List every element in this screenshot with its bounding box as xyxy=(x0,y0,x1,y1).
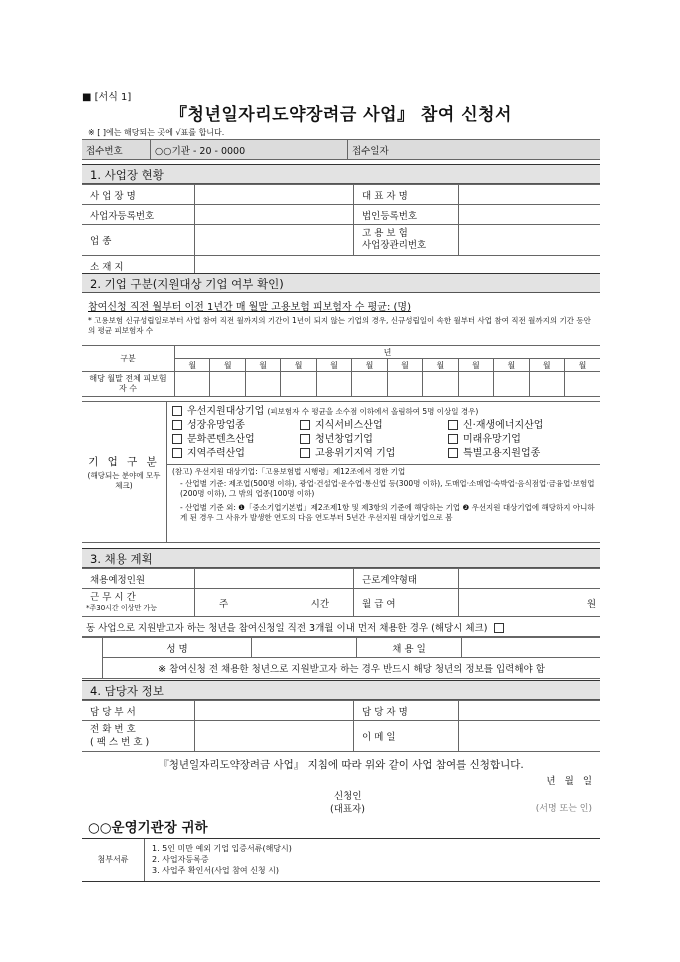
hire-date-label: 채 용 일 xyxy=(357,638,462,658)
opt-row-3 xyxy=(172,433,597,447)
opt-crisis: 고용위기지역 기업 xyxy=(315,448,396,459)
insured-field[interactable] xyxy=(494,372,529,397)
section-2-title: 2. 기업 구분(지원대상 기업 여부 확인) xyxy=(82,273,600,293)
email-label: 이 메 일 xyxy=(354,721,459,752)
person-field[interactable] xyxy=(459,701,601,721)
industry-field[interactable] xyxy=(195,225,354,256)
ceo-field[interactable] xyxy=(459,185,601,205)
receipt-row xyxy=(82,139,600,160)
type-sub: (해당되는 분야에 모두 체크) xyxy=(87,471,161,490)
check-note: ※ [ ]에는 해당되는 곳에 √표를 합니다. xyxy=(88,128,225,137)
attach-list xyxy=(152,843,292,876)
growth-checkbox[interactable] xyxy=(172,420,182,430)
ceo-label: 대 표 자 명 xyxy=(354,185,459,205)
month-header: 월 xyxy=(281,359,316,372)
month-header: 월 xyxy=(458,359,493,372)
energy-checkbox[interactable] xyxy=(448,420,458,430)
attach-3: 3. 사업주 확인서(사업 참여 신청 시) xyxy=(152,866,280,875)
opt-knowledge: 지식서비스산업 xyxy=(315,420,383,431)
name-label: 성 명 xyxy=(103,638,252,658)
prior-hire-checkbox[interactable] xyxy=(494,623,504,633)
corp-no-field[interactable] xyxy=(459,205,601,225)
gubun-label: 구분 xyxy=(82,346,175,372)
type-label: 기 업 구 분 xyxy=(88,456,160,468)
applicant-label: 신청인 xyxy=(334,791,362,802)
crisis-checkbox[interactable] xyxy=(300,448,310,458)
month-header: 월 xyxy=(423,359,458,372)
company-type-block xyxy=(82,401,600,543)
contract-label: 근로계약형태 xyxy=(354,569,459,589)
month-header: 월 xyxy=(245,359,280,372)
year-label: 년 xyxy=(175,346,601,359)
industry-label: 업 종 xyxy=(82,225,195,256)
wage-field[interactable]: 원 xyxy=(459,589,601,617)
prior-note: ※ 참여신청 전 채용한 청년으로 지원받고자 하는 경우 반드시 해당 청년의 정보를 입력해야 함 xyxy=(103,658,601,679)
attach-2: 2. 사업자등록증 xyxy=(152,855,209,864)
address-label: 소 재 지 xyxy=(82,256,195,276)
reg-no-field[interactable] xyxy=(195,205,354,225)
email-field[interactable] xyxy=(459,721,601,752)
insured-field[interactable] xyxy=(210,372,245,397)
ref-divider xyxy=(166,464,600,465)
section-4-title: 4. 담당자 정보 xyxy=(82,680,600,700)
insured-field[interactable] xyxy=(529,372,564,397)
wage-label: 월 급 여 xyxy=(354,589,459,617)
rep-label: (대표자) xyxy=(330,804,365,815)
opt-row-2 xyxy=(172,419,597,433)
corp-no-label: 법인등록번호 xyxy=(354,205,459,225)
phone-label: 전 화 번 호 ( 팩 스 번 호 ) xyxy=(82,721,195,752)
section-3-table xyxy=(82,568,600,679)
insured-field[interactable] xyxy=(281,372,316,397)
month-header: 월 xyxy=(529,359,564,372)
month-header: 월 xyxy=(564,359,600,372)
ref-title: (참고) 우선지원 대상기업:「고용보험법 시행령」제12조에서 정한 기업 xyxy=(172,467,406,476)
insured-label: 해당 월말 전체 피보험자 수 xyxy=(82,372,175,397)
opt-priority-note: (피보험자 수 평균을 소수점 이하에서 올림하여 5명 이상일 경우) xyxy=(267,407,479,416)
insured-field[interactable] xyxy=(316,372,351,397)
sign-label: (서명 또는 인) xyxy=(535,804,592,814)
person-label: 담 당 자 명 xyxy=(354,701,459,721)
receipt-no-label: 접수번호 xyxy=(82,140,151,160)
receipt-no-value: ○○기관 - 20 - 0000 xyxy=(151,140,348,160)
attach-1: 1. 5인 미만 예외 기업 입증서류(해당시) xyxy=(152,844,292,853)
month-header: 월 xyxy=(387,359,422,372)
insured-field[interactable] xyxy=(458,372,493,397)
insured-field[interactable] xyxy=(245,372,280,397)
form-label: ■ [서식 1] xyxy=(82,92,132,103)
declaration: 『청년일자리도약장려금 사업』 지침에 따라 위와 같이 사업 참여를 신청합니다. xyxy=(158,759,524,771)
insured-field[interactable] xyxy=(175,372,210,397)
prior-indent-2 xyxy=(82,658,103,679)
dept-label: 담 당 부 서 xyxy=(82,701,195,721)
ref-1: - 산업별 기준: 제조업(500명 이하), 광업·건설업·운수업·통신업 등(300명 이하), 도매업·소매업·숙박업·음식점업·금융업·보험업(200명 이하), 그 밖의 업종(100명 이하) xyxy=(180,479,595,498)
reg-no-label: 사업자등록번호 xyxy=(82,205,195,225)
contract-field[interactable] xyxy=(459,569,601,589)
opt-youth: 청년창업기업 xyxy=(315,434,373,445)
future-checkbox[interactable] xyxy=(448,434,458,444)
month-header: 월 xyxy=(316,359,351,372)
type-label-cell xyxy=(82,402,167,542)
opt-culture: 문화콘텐츠산업 xyxy=(187,434,255,445)
opt-local: 지역주력산업 xyxy=(187,448,245,459)
phone-field[interactable] xyxy=(195,721,354,752)
receipt-date-label: 접수일자 xyxy=(348,140,601,160)
prior-indent xyxy=(82,638,103,658)
form-title: 『청년일자리도약장려금 사업』 참여 신청서 xyxy=(170,105,512,125)
name-field[interactable] xyxy=(252,638,357,658)
hours-field[interactable]: 주 시간 xyxy=(195,589,354,617)
opt-future: 미래유망기업 xyxy=(463,434,521,445)
month-header: 월 xyxy=(352,359,387,372)
business-name-field[interactable] xyxy=(195,185,354,205)
insured-field[interactable] xyxy=(423,372,458,397)
dept-field[interactable] xyxy=(195,701,354,721)
special-checkbox[interactable] xyxy=(448,448,458,458)
planned-field[interactable] xyxy=(195,569,354,589)
insured-field[interactable] xyxy=(387,372,422,397)
hours-label: 근 무 시 간 *주30시간 이상만 가능 xyxy=(82,589,195,617)
opt-row-1 xyxy=(172,405,597,419)
ins-no-label: 고 용 보 험 사업장관리번호 xyxy=(354,225,459,256)
opt-growth: 성장유망업종 xyxy=(187,420,245,431)
type-options xyxy=(172,405,597,461)
business-name-label: 사 업 장 명 xyxy=(82,185,195,205)
avg-note: * 고용보험 신규성립일로부터 사업 참여 직전 월까지의 기간이 1년이 되지 않는 기업의 경우, 신규성립일이 속한 월부터 사업 참여 직전 월까지의 기간 동안의 평균 피보험자 수 xyxy=(88,316,591,335)
prior-hire-row: 동 사업으로 지원받고자 하는 청년을 참여신청일 직전 3개월 이내 먼저 채용한 경우 (해당시 체크) xyxy=(82,617,600,637)
ref-2: - 산업별 기준 외: ❶「중소기업기본법」제2조제1항 및 제3항의 기준에 해당하는 기업 ❷ 우선지원 대상기업에 해당하지 아니하게 된 경우 그 사유가 발생한 연도의 다음 연도부터 5년간 우선지원 대상기업으로 봄 xyxy=(180,503,595,522)
month-header: 월 xyxy=(210,359,245,372)
monthly-table xyxy=(82,345,600,397)
ref-block xyxy=(172,467,596,523)
month-header: 월 xyxy=(494,359,529,372)
avg-line: 참여신청 직전 월부터 이전 1년간 매 월말 고용보험 피보험자 수 평균: (명) xyxy=(88,302,411,313)
opt-row-4 xyxy=(172,447,597,461)
section-4-table xyxy=(82,700,600,752)
ins-no-field[interactable] xyxy=(459,225,601,256)
attachments-block xyxy=(82,838,600,882)
knowledge-checkbox[interactable] xyxy=(300,420,310,430)
attach-label: 첨부서류 xyxy=(82,839,145,881)
local-checkbox[interactable] xyxy=(172,448,182,458)
month-header: 월 xyxy=(175,359,210,372)
youth-checkbox[interactable] xyxy=(300,434,310,444)
planned-label: 채용예정인원 xyxy=(82,569,195,589)
hire-date-field[interactable] xyxy=(462,638,601,658)
opt-priority: 우선지원대상기업 xyxy=(187,406,265,417)
opt-special: 특별고용지원업종 xyxy=(463,448,541,459)
priority-checkbox[interactable] xyxy=(172,406,182,416)
insured-row xyxy=(82,372,600,397)
section-1-title: 1. 사업장 현황 xyxy=(82,164,600,184)
section-3-title: 3. 채용 계획 xyxy=(82,548,600,568)
opt-energy: 신·재생에너지산업 xyxy=(463,420,544,431)
insured-field[interactable] xyxy=(352,372,387,397)
culture-checkbox[interactable] xyxy=(172,434,182,444)
section-1-table xyxy=(82,184,600,276)
insured-field[interactable] xyxy=(564,372,600,397)
addressee: ○○운영기관장 귀하 xyxy=(88,820,208,836)
date-line: 년 월 일 xyxy=(546,776,592,787)
